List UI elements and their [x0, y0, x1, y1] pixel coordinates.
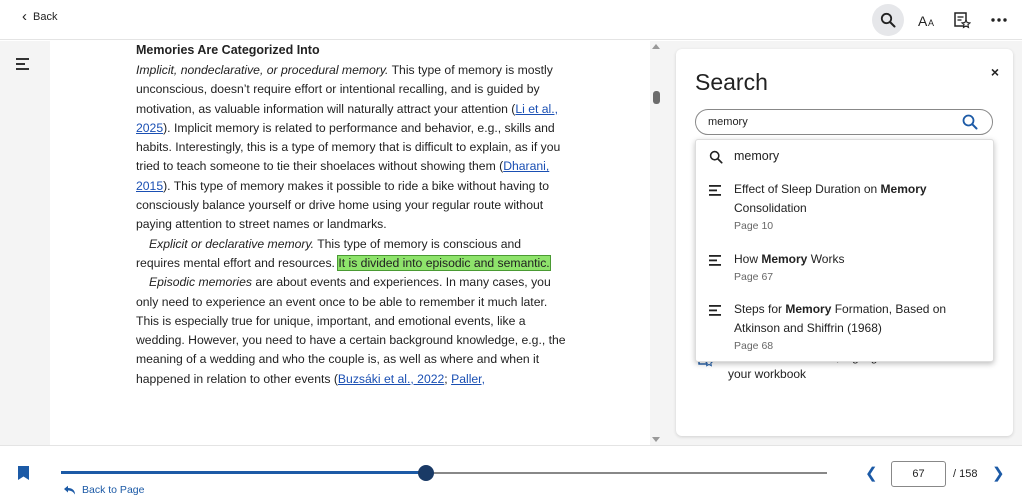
left-sidebar [0, 41, 50, 445]
section-list-icon [709, 185, 722, 196]
section-heading: Memories Are Categorized Into [136, 43, 320, 57]
undo-arrow-icon [62, 485, 76, 495]
scroll-down-arrow-icon[interactable] [652, 437, 660, 442]
search-hint-text: your workbook [728, 367, 807, 381]
search-icon [709, 150, 723, 164]
search-icon [880, 12, 896, 28]
search-result-item[interactable] [696, 300, 994, 360]
search-panel-title: Search [695, 69, 768, 95]
page-total: / 158 [953, 468, 978, 480]
citation-link[interactable]: Buzsáki et al., 2022 [337, 371, 445, 386]
suggestion-text: memory [734, 149, 780, 163]
page-content [136, 41, 568, 389]
search-submit-icon[interactable] [961, 113, 979, 131]
highlighted-text[interactable]: It is divided into episodic and semantic. [338, 255, 550, 270]
progress-fill [61, 471, 426, 474]
close-icon[interactable]: × [990, 64, 999, 80]
result-page: Page 67 [734, 271, 774, 283]
reading-pane [50, 41, 650, 445]
search-toggle-button[interactable] [872, 4, 904, 36]
suggestion-item[interactable] [696, 147, 994, 175]
citation-link[interactable]: Paller, [451, 371, 485, 386]
vertical-scrollbar[interactable] [650, 41, 664, 445]
more-options-button[interactable] [983, 4, 1015, 36]
chevron-left-icon: ‹ [22, 8, 27, 25]
chevron-right-icon[interactable]: ❯ [992, 465, 1005, 482]
section-list-icon [709, 255, 722, 266]
search-suggestions-dropdown [695, 139, 994, 362]
search-input[interactable] [695, 109, 993, 135]
table-of-contents-icon[interactable] [16, 58, 29, 73]
section-list-icon [709, 305, 722, 316]
back-label: Back [33, 10, 58, 23]
result-title: Effect of Sleep Duration on Memory Consolidation Page 10 [734, 180, 984, 234]
svg-text:A: A [918, 13, 928, 28]
top-bar [0, 0, 1022, 40]
paragraph-explicit-memory: Explicit or declarative memory. This type of memory is conscious and requires mental effort and resources. It is divided into episodic and semantic. [136, 236, 550, 270]
bookmarks-list-icon [953, 11, 971, 29]
paragraph-episodic-memory: Episodic memories are about events and experiences. In many cases, you only need to experience an event once to be able to remember it much later. This is especially true for unique, important, and emotional events, like a wedding. However, you need to have a certain background knowledge, e.g., the meaning of a wedding and who the couple is, as well as where and when it happened in relation to other events (Buzsáki et al., 2022; Paller, [136, 275, 566, 386]
bookmark-icon[interactable] [18, 466, 29, 480]
italic-term: Explicit or declarative memory. [149, 236, 315, 251]
result-page: Page 68 [734, 340, 774, 352]
result-title: Steps for Memory Formation, Based on Atkinson and Shiffrin (1968) Page 68 [734, 300, 984, 354]
paragraph-implicit-memory: Implicit, nondeclarative, or procedural memory. This type of memory is mostly unconscious, doesn’t require effort or intentional recalling, and is guided by motivation, as valuable information will naturally attract your attention (Li et al., 2025). Implicit memory is related to performance and behavior, e.g., skills and habits. Interestingly, this is a type of memory that is difficult to explain, as if you tried to teach someone to tie their shoelaces without showing them (Dharani, 2015). This type of memory makes it possible to ride a bike without having to consciously balance yourself or drive home using your regular route without paying attention to street names or landmarks. [136, 63, 561, 232]
citation-link[interactable]: Li et al., 2025 [136, 101, 559, 135]
italic-term: Implicit, nondeclarative, or procedural memory. [136, 63, 389, 77]
citation-link[interactable]: Dharani, 2015 [136, 159, 550, 193]
page-number-input[interactable] [891, 461, 946, 487]
text-size-button[interactable] [911, 4, 943, 36]
scroll-up-arrow-icon[interactable] [652, 44, 660, 49]
back-to-page-button[interactable] [62, 484, 144, 496]
text-size-icon [917, 12, 937, 28]
italic-term: Episodic memories [149, 275, 252, 290]
back-button[interactable] [22, 9, 57, 24]
progress-slider-handle[interactable] [418, 465, 434, 481]
chevron-left-icon[interactable]: ❮ [865, 465, 878, 482]
result-title: How Memory Works Page 67 [734, 250, 984, 285]
back-to-page-label: Back to Page [82, 484, 145, 496]
page-progress-slider[interactable] [61, 472, 827, 474]
svg-text:A: A [928, 18, 935, 28]
search-result-item[interactable] [696, 180, 994, 238]
bottom-bar [0, 445, 1022, 500]
result-page: Page 10 [734, 220, 774, 232]
bookmarks-list-button[interactable] [946, 4, 978, 36]
scrollbar-thumb[interactable] [653, 91, 660, 104]
search-result-item[interactable] [696, 250, 994, 288]
more-icon [991, 18, 1007, 22]
